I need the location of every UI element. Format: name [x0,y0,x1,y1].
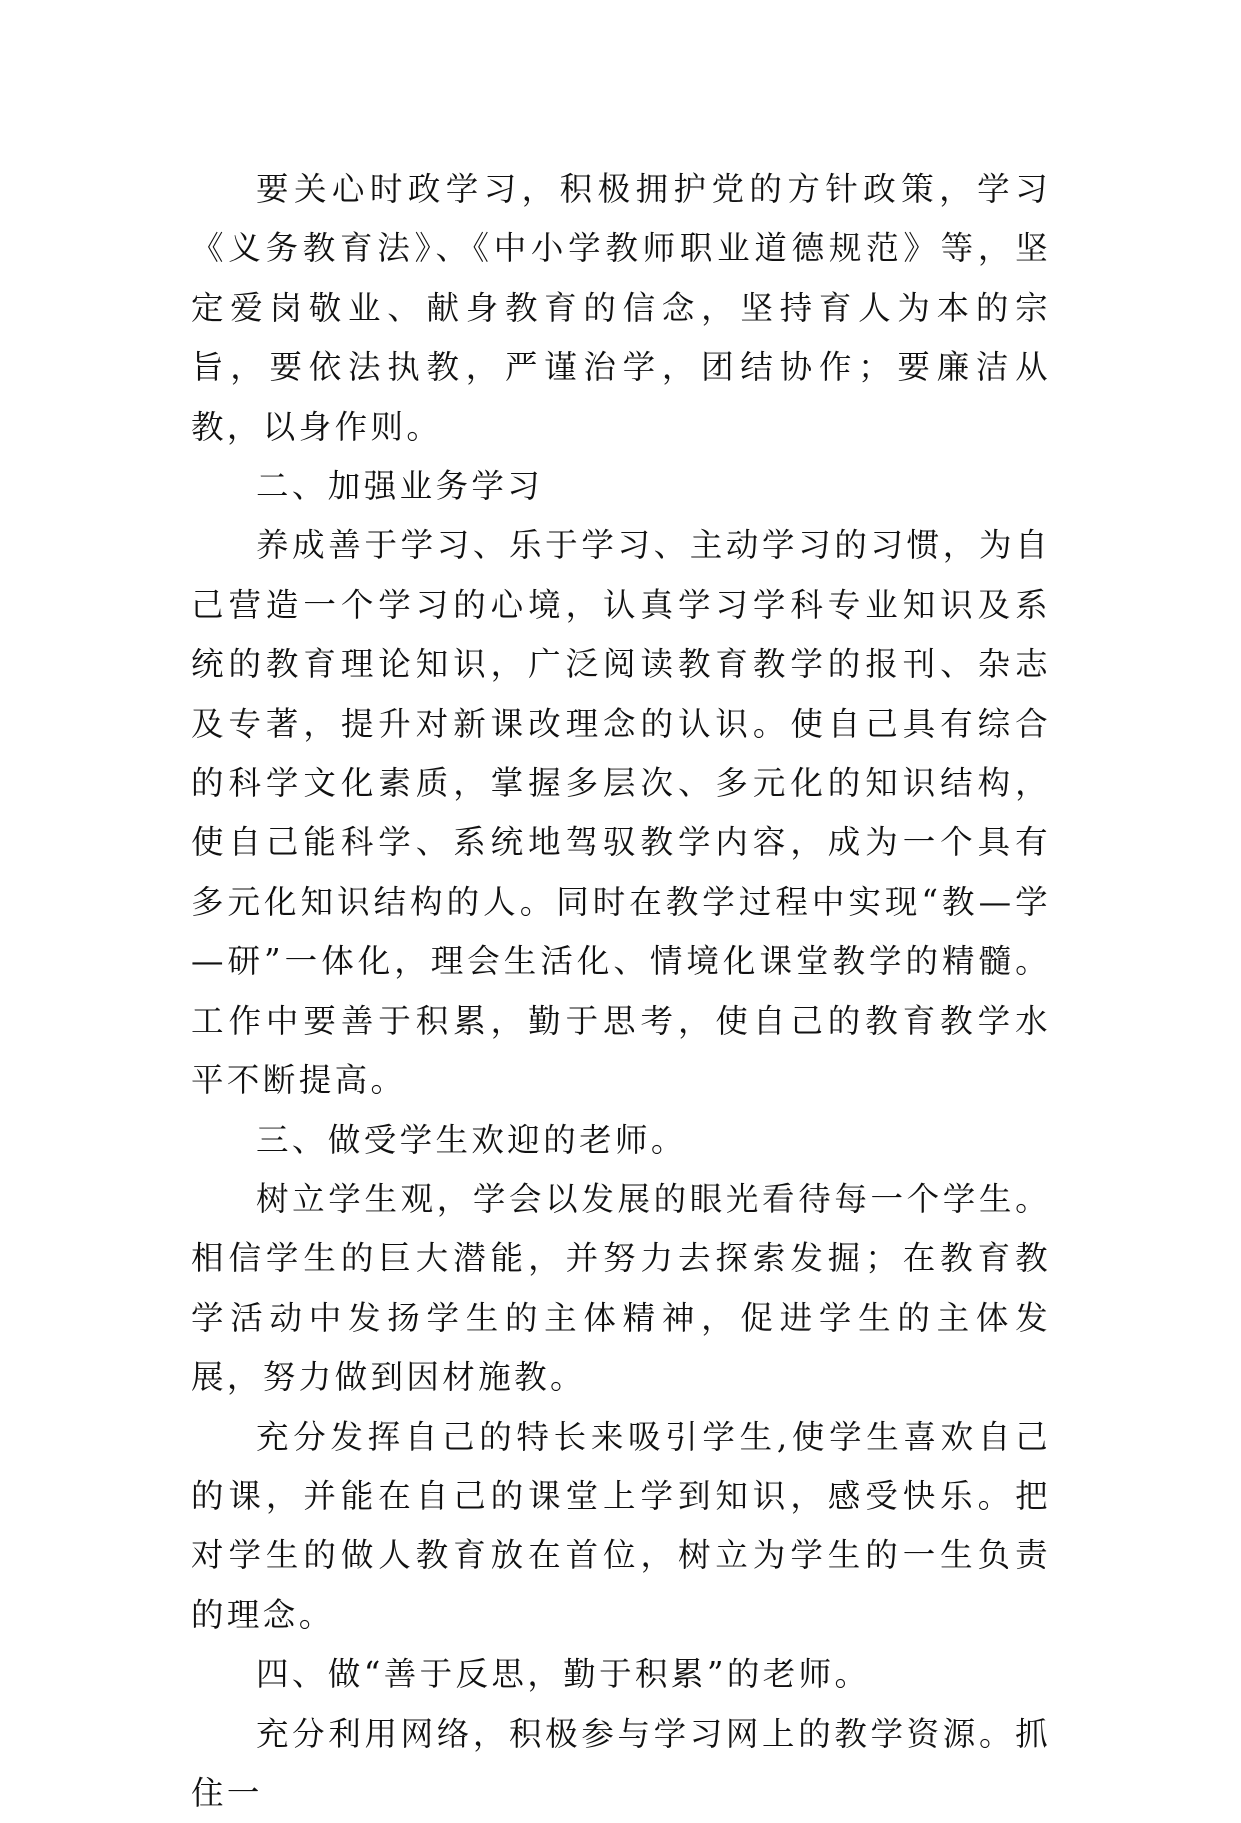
section-heading-3: 三、做受学生欢迎的老师。 [256,1120,687,1159]
paragraph-student-view: 树立学生观，学会以发展的眼光看待每一个学生。相信学生的巨大潜能，并努力去探索发掘；在教育教学活动中发扬学生的主体精神，促进学生的主体发展，努力做到因材施教。 [191,1179,1051,1397]
paragraph-political-study: 要关心时政学习，积极拥护党的方针政策，学习《义务教育法》、《中小学教师职业道德规范》等，坚定爱岗敬业、献身教育的信念，坚持育人为本的宗旨，要依法执教，严谨治学，团结协作；要廉洁从教，以身作则。 [191,170,1051,446]
paragraph-strengths: 充分发挥自己的特长来吸引学生,使学生喜欢自己的课，并能在自己的课堂上学到知识，感受快乐。把对学生的做人教育放在首位，树立为学生的一生负责的理念。 [191,1417,1051,1634]
section-heading-2: 二、加强业务学习 [256,467,544,506]
paragraph-professional-study: 养成善于学习、乐于学习、主动学习的习惯，为自己营造一个学习的心境，认真学习学科专业知识及系统的教育理论知识，广泛阅读教育教学的报刊、杂志及专著，提升对新课改理念的认识。使自己具有综合的科学文化素质，掌握多层次、多元化的知识结构，使自己能科学、系统地驾驭教学内容，成为一个具有多元化知识结构的人。同时在教学过程中实现“教—学—研”一体化，理会生活化、情境化课堂教学的精髓。工作中要善于积累，勤于思考，使自己的教育教学水平不断提高。 [191,526,1051,1100]
document-body [191,160,1051,1823]
section-heading-4: 四、做“善于反思，勤于积累”的老师。 [256,1655,871,1694]
paragraph-network-resources: 充分利用网络，积极参与学习网上的教学资源。抓住一 [191,1714,1051,1812]
